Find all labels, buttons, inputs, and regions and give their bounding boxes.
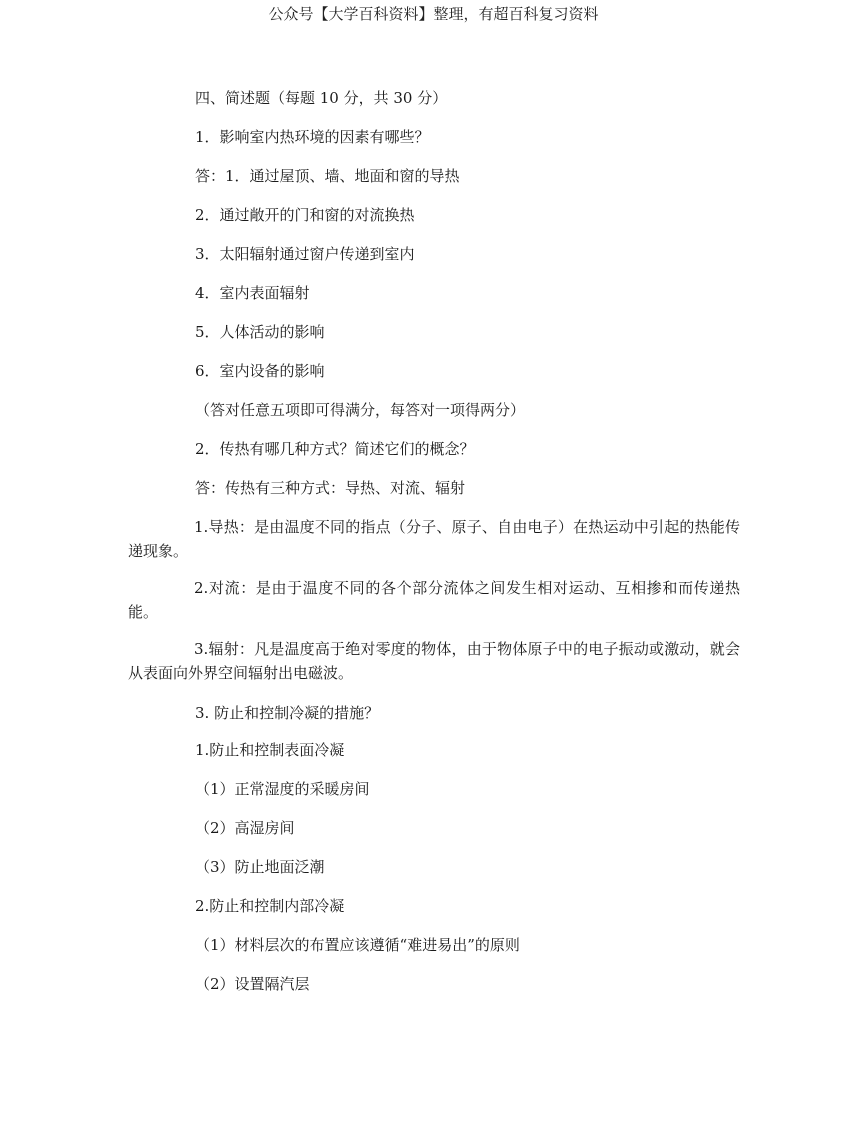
answer-2-paragraph-conduction: 1.导热：是由温度不同的指点（分子、原子、自由电子）在热运动中引起的热能传递现象。 <box>128 518 740 560</box>
answer-2-paragraph-convection: 2.对流：是由于温度不同的各个部分流体之间发生相对运动、互相掺和而传递热能。 <box>128 579 740 621</box>
section-title: 四、简述题（每题 10 分，共 30 分） <box>195 89 448 107</box>
answer-3-sub-item: （1）材料层次的布置应该遵循“难进易出”的原则 <box>195 936 520 954</box>
answer-1-item: 5．人体活动的影响 <box>195 323 325 341</box>
answer-2-paragraph-radiation: 3.辐射：凡是温度高于绝对零度的物体，由于物体原子中的电子振动或激动，就会从表面向外界空间辐射出电磁波。 <box>128 640 740 682</box>
answer-3-sub-item: （1）正常湿度的采暖房间 <box>195 780 370 798</box>
answer-3-sub-item: （2）设置隔汽层 <box>195 975 310 993</box>
answer-3-sub-item: （2）高湿房间 <box>195 819 295 837</box>
answer-1-intro: 答：1．通过屋顶、墙、地面和窗的导热 <box>195 167 460 185</box>
scoring-note: （答对任意五项即可得满分，每答对一项得两分） <box>195 401 526 419</box>
answer-1-item: 4．室内表面辐射 <box>195 284 310 302</box>
answer-1-item: 6．室内设备的影响 <box>195 362 325 380</box>
answer-3-sub-heading: 1.防止和控制表面冷凝 <box>195 741 345 759</box>
page-header: 公众号【大学百科资料】整理，有超百科复习资料 <box>268 5 599 23</box>
question-1: 1．影响室内热环境的因素有哪些？ <box>195 128 430 146</box>
answer-3-sub-heading: 2.防止和控制内部冷凝 <box>195 897 345 915</box>
answer-3-sub-item: （3）防止地面泛潮 <box>195 858 325 876</box>
answer-1-item: 3．太阳辐射通过窗户传递到室内 <box>195 245 415 263</box>
answer-1-item: 2．通过敞开的门和窗的对流换热 <box>195 206 415 224</box>
question-3: 3. 防止和控制冷凝的措施？ <box>195 704 380 722</box>
answer-2-intro: 答：传热有三种方式：导热、对流、辐射 <box>195 479 466 497</box>
question-2: 2．传热有哪几种方式？简述它们的概念？ <box>195 440 475 458</box>
